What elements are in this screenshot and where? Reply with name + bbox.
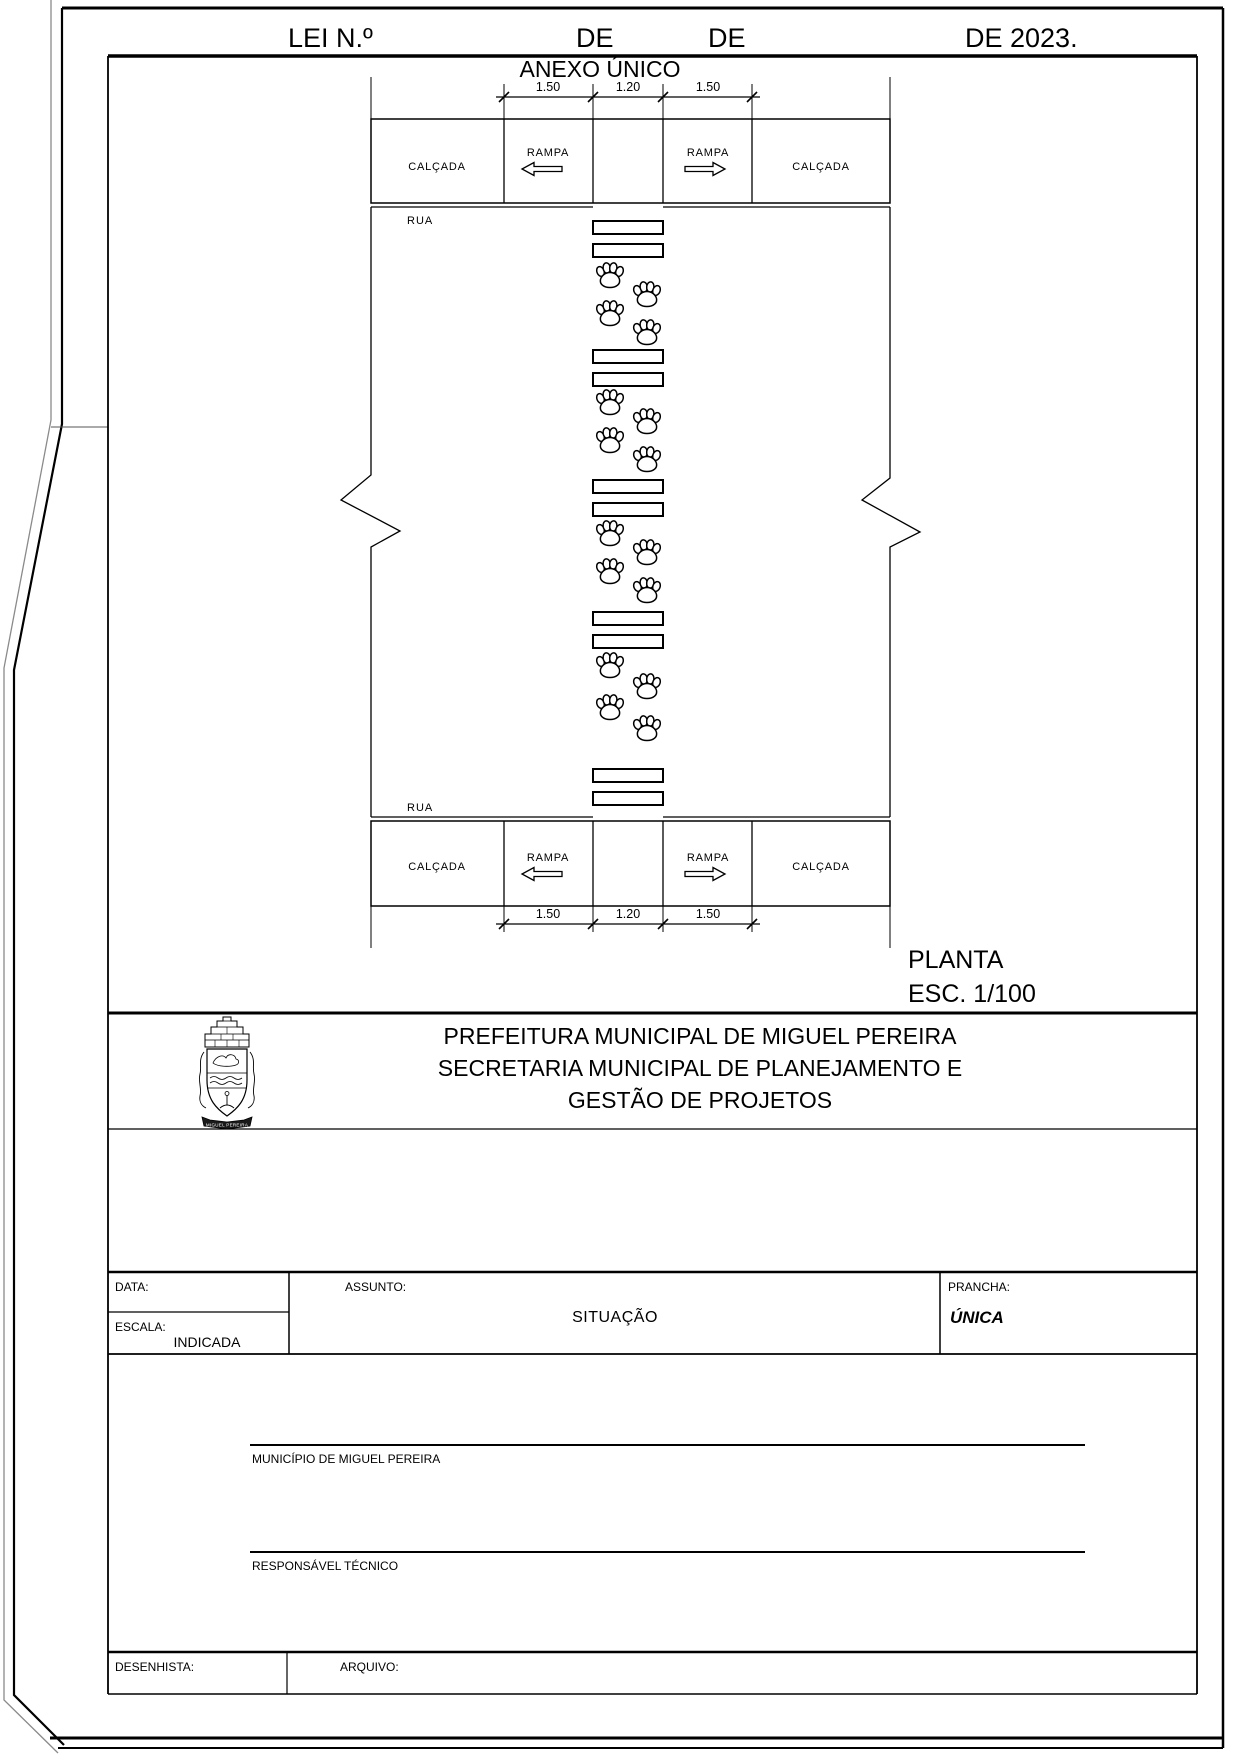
crosswalk-stripe (593, 612, 663, 625)
ramp-label-bottom-left: RAMPA (526, 852, 570, 864)
paw-print-icon (595, 652, 624, 677)
law-de-1: DE (576, 23, 614, 53)
paw-print-icon (595, 520, 624, 545)
crosswalk-stripe (593, 769, 663, 782)
sidewalk-label-bottom-right: CALÇADA (792, 861, 850, 873)
crosswalk-stripe (593, 244, 663, 257)
assunto-label: ASSUNTO: (345, 1280, 407, 1294)
crosswalk-stripe (593, 350, 663, 363)
dim-top-right: 1.50 (695, 80, 721, 94)
street-label-top: RUA (407, 215, 434, 227)
paw-print-icon (632, 539, 661, 564)
paw-print-icon (595, 389, 624, 414)
ramp-arrow-right-icon (685, 868, 725, 881)
crosswalk-stripe (593, 635, 663, 648)
ramp-label-top-right: RAMPA (686, 147, 730, 159)
bottom-dimension-chain (371, 906, 890, 948)
street-label-bottom: RUA (407, 802, 434, 814)
dim-bottom-right: 1.50 (695, 907, 721, 921)
paw-print-icon (595, 694, 624, 719)
annex-title: ANEXO ÚNICO (519, 56, 681, 82)
bottom-sidewalk-band (371, 817, 890, 906)
escala-value: INDICADA (173, 1334, 241, 1350)
law-de-year: DE 2023. (965, 23, 1078, 53)
paw-print-icon (632, 673, 661, 698)
paw-print-icon (632, 281, 661, 306)
dim-bottom-middle: 1.20 (615, 907, 641, 921)
data-label: DATA: (115, 1280, 149, 1294)
paw-print-icon (595, 427, 624, 452)
crosswalk-stripe (593, 480, 663, 493)
paw-print-icon (632, 446, 661, 471)
prancha-value: ÚNICA (950, 1308, 1004, 1327)
sidewalk-label-top-right: CALÇADA (792, 161, 850, 173)
paw-print-icon (595, 300, 624, 325)
dim-top-middle: 1.20 (615, 80, 641, 94)
top-dimension-chain (371, 77, 890, 119)
municipal-coat-of-arms (199, 1017, 254, 1129)
assunto-value: SITUAÇÃO (572, 1309, 658, 1326)
ramp-arrow-left-icon (522, 868, 562, 881)
paw-prints (595, 262, 661, 740)
org-name-line3: GESTÃO DE PROJETOS (567, 1087, 833, 1113)
sidewalk-label-bottom-left: CALÇADA (408, 861, 466, 873)
crosswalk-stripe (593, 221, 663, 234)
paw-print-icon (632, 319, 661, 344)
desenhista-label: DESENHISTA: (115, 1660, 195, 1674)
crosswalk-stripe (593, 503, 663, 516)
law-de-2: DE (708, 23, 746, 53)
org-name-line1: PREFEITURA MUNICIPAL DE MIGUEL PEREIRA (443, 1023, 957, 1049)
dim-bottom-left: 1.50 (535, 907, 561, 921)
prancha-label: PRANCHA: (948, 1280, 1011, 1294)
paw-print-icon (595, 558, 624, 583)
plan-caption (908, 946, 1036, 1008)
crosswalk-stripe (593, 792, 663, 805)
ramp-arrow-right-icon (685, 163, 725, 176)
plan-scale: ESC. 1/100 (908, 980, 1036, 1008)
arquivo-label: ARQUIVO: (340, 1660, 399, 1674)
paw-print-icon (632, 577, 661, 602)
law-header (288, 23, 1078, 53)
org-name-line2: SECRETARIA MUNICIPAL DE PLANEJAMENTO E (437, 1055, 963, 1081)
escala-label: ESCALA: (115, 1320, 166, 1334)
paw-print-icon (632, 715, 661, 740)
ramp-arrow-left-icon (522, 163, 562, 176)
municipio-signature-label: MUNICÍPIO DE MIGUEL PEREIRA (252, 1452, 441, 1466)
logo-banner-text: MIGUEL PEREIRA (205, 1122, 249, 1128)
crosswalk-stripe (593, 373, 663, 386)
top-sidewalk-band (371, 119, 890, 207)
paw-print-icon (595, 262, 624, 287)
paw-print-icon (632, 408, 661, 433)
responsavel-signature-label: RESPONSÁVEL TÉCNICO (252, 1559, 399, 1573)
dim-top-left: 1.50 (535, 80, 561, 94)
title-block (108, 1013, 1197, 1694)
sidewalk-label-top-left: CALÇADA (408, 161, 466, 173)
law-number-label: LEI N.º (288, 23, 373, 53)
ramp-label-bottom-right: RAMPA (686, 852, 730, 864)
ramp-label-top-left: RAMPA (526, 147, 570, 159)
plan-title: PLANTA (908, 946, 1004, 974)
